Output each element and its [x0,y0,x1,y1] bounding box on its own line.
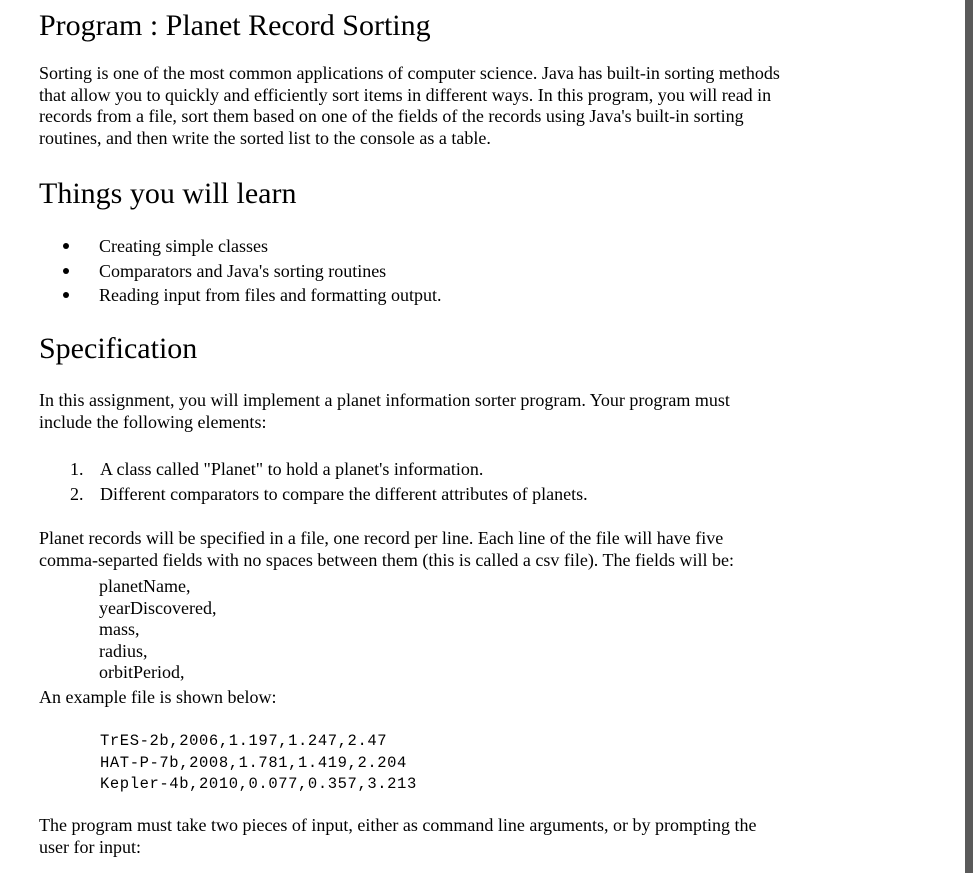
spec-heading: Specification [39,332,198,365]
list-item [39,259,441,284]
records-line: comma-separted fields with no spaces between them (this is called a csv file). The fields will be: [39,549,734,570]
spec-paragraph [39,390,919,433]
code-line: Kepler-4b,2010,0.077,0.357,3.213 [100,775,417,793]
spec-line: include the following elements: [39,411,267,432]
list-item [39,234,441,259]
bullet-icon [63,268,69,274]
list-number: 1. [70,459,84,479]
fields-list [99,576,216,684]
list-item-text: A class called "Planet" to hold a planet's information. [100,459,484,479]
records-paragraph [39,528,919,571]
list-item-text: Reading input from files and formatting output. [99,285,442,305]
scrollbar[interactable] [965,0,973,873]
records-line: Planet records will be specified in a file, one record per line. Each line of the file will have five [39,528,724,548]
learn-heading: Things you will learn [39,177,297,210]
list-number: 2. [70,484,84,504]
list-item [39,482,588,507]
spec-line: In this assignment, you will implement a planet information sorter program. Your program must [39,390,730,410]
code-line: TrES-2b,2006,1.197,1.247,2.47 [100,732,388,750]
example-intro-text: An example file is shown below: [39,687,277,707]
list-item [39,457,588,482]
field-name: planetName, [99,576,191,596]
list-item-text: Different comparators to compare the different attributes of planets. [100,484,588,504]
input-line: The program must take two pieces of input, either as command line arguments, or by prompting the [39,815,757,835]
field-name: radius, [99,640,148,661]
bullet-icon [63,292,69,298]
input-paragraph [39,815,919,858]
field-name: yearDiscovered, [99,597,217,618]
field-name: orbitPeriod, [99,662,185,682]
intro-line: routines, and then write the sorted list to the console as a table. [39,127,491,148]
spec-list [39,457,588,507]
learn-list [39,234,441,308]
list-item-text: Creating simple classes [99,236,268,256]
page-title: Program : Planet Record Sorting [39,9,431,42]
example-intro [39,687,919,709]
code-line: HAT-P-7b,2008,1.781,1.419,2.204 [100,753,407,772]
list-item [39,283,441,308]
intro-paragraph [39,63,919,149]
intro-line: Sorting is one of the most common applications of computer science. Java has built-in sorting methods [39,63,780,83]
intro-line: records from a file, sort them based on one of the fields of the records using Java's built-in sorting [39,106,744,126]
input-line: user for input: [39,836,141,857]
intro-line: that allow you to quickly and efficiently sort items in different ways. In this program, you will read in [39,84,772,105]
list-item-text: Comparators and Java's sorting routines [99,260,387,281]
field-name: mass, [99,619,140,639]
example-file-code [100,731,417,796]
bullet-icon [63,243,69,249]
